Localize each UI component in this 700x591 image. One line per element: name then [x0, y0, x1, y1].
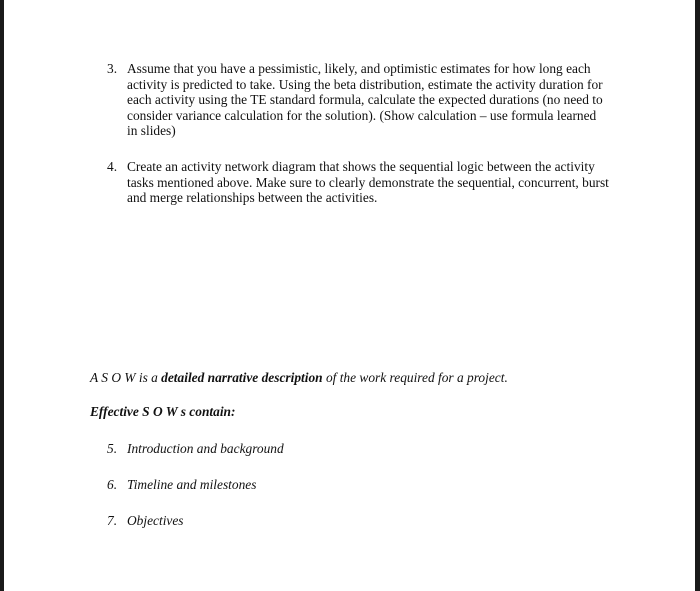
question-number: 4.	[107, 159, 118, 174]
sow-intro-sentence	[90, 370, 508, 386]
sow-heading: Effective S O W s contain:	[90, 404, 236, 419]
sow-list-item	[107, 441, 284, 457]
question-line: consider variance calculation for the solution). (Show calculation – use formula learned	[127, 107, 597, 123]
sow-item-text: Timeline and milestones	[127, 477, 257, 492]
question-3	[107, 61, 603, 139]
sow-list-item	[107, 513, 184, 529]
question-line: activity is predicted to take. Using the beta distribution, estimate the activity duration for	[127, 76, 603, 92]
question-line: Assume that you have a pessimistic, likely, and optimistic estimates for how long each	[127, 61, 591, 76]
sow-intro-suffix: of the work required for a project.	[322, 370, 508, 385]
question-number: 3.	[107, 61, 118, 76]
question-line: Create an activity network diagram that shows the sequential logic between the activity	[127, 159, 595, 174]
sow-list-item	[107, 477, 256, 493]
sow-item-text: Introduction and background	[127, 441, 284, 456]
document-page	[4, 0, 695, 591]
question-line: in slides)	[127, 123, 176, 138]
question-4	[107, 159, 609, 206]
sow-intro-emphasis: detailed narrative description	[161, 370, 323, 385]
question-line: and merge relationships between the activities.	[127, 190, 378, 205]
sow-item-text: Objectives	[127, 513, 184, 528]
question-line: tasks mentioned above. Make sure to clearly demonstrate the sequential, concurrent, burst	[127, 174, 609, 190]
sow-item-number: 6.	[107, 477, 118, 492]
question-line: each activity using the TE standard formula, calculate the expected durations (no need to	[127, 92, 603, 107]
sow-intro-prefix: A S O W is a	[90, 370, 162, 385]
right-dark-border	[695, 0, 700, 591]
sow-item-number: 5.	[107, 441, 118, 456]
sow-item-number: 7.	[107, 513, 118, 528]
